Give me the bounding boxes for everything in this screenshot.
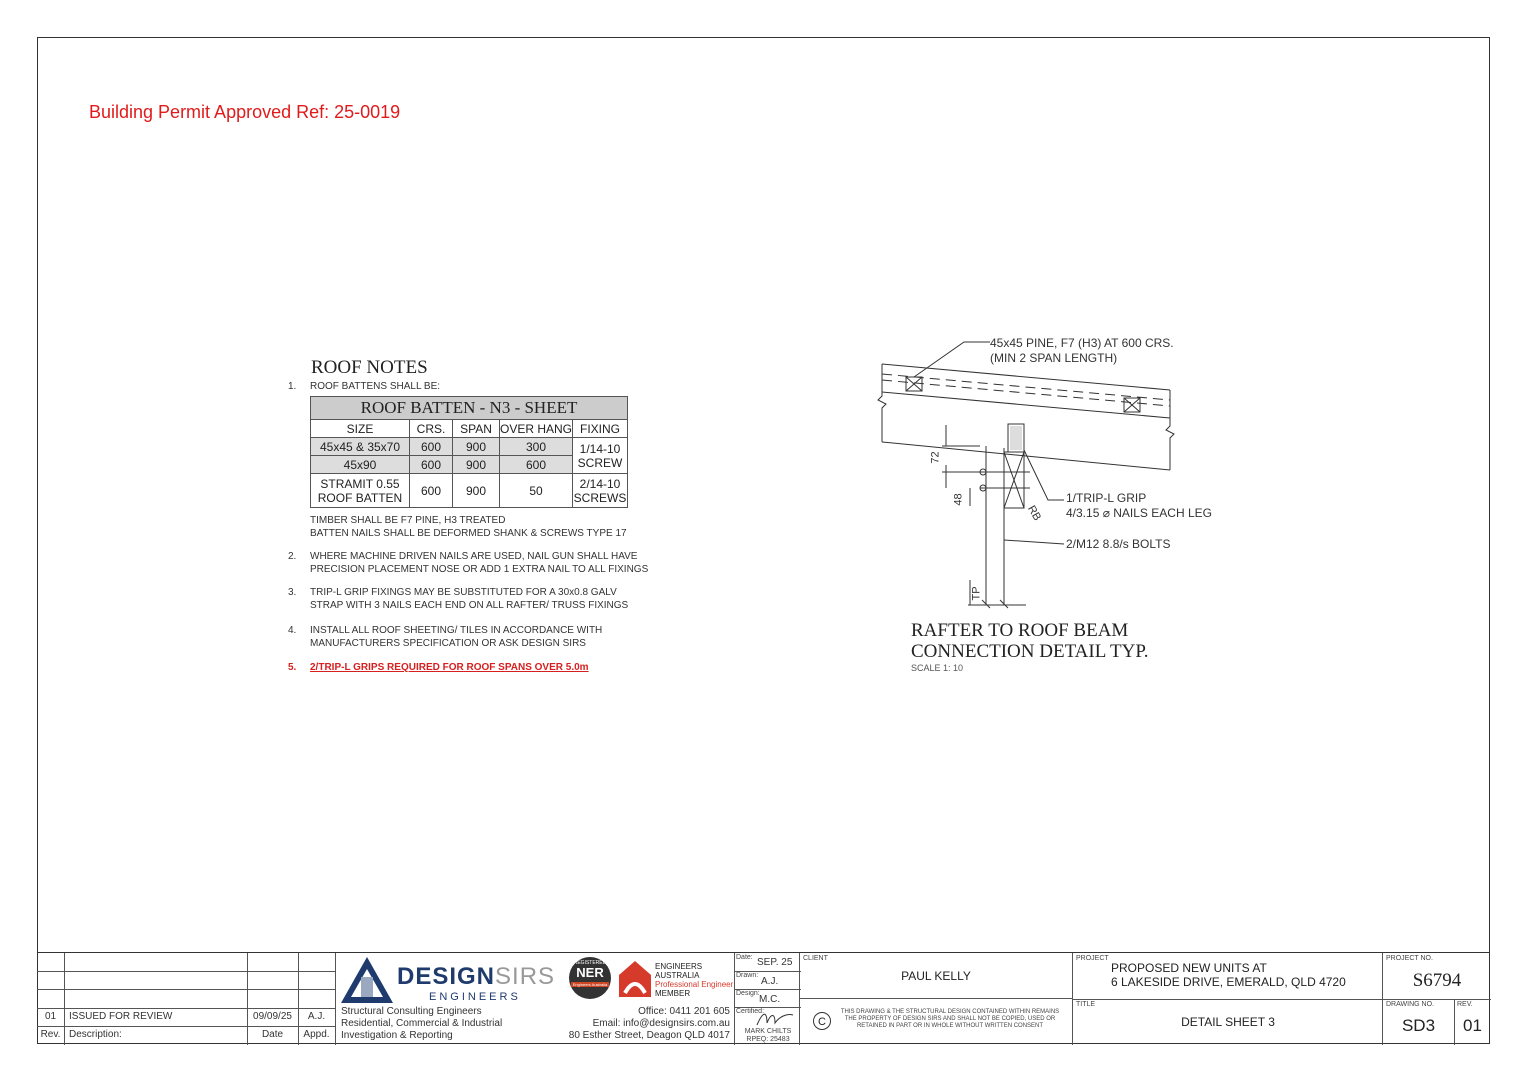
contact-email: Email: info@designsirs.com.au [592, 1018, 730, 1029]
table-cell: 45x90 [311, 456, 410, 474]
note-line: MANUFACTURERS SPECIFICATION OR ASK DESIGN SIRS [310, 638, 586, 649]
company-name [397, 963, 555, 991]
right-break-line [1166, 390, 1174, 470]
revision-table [37, 953, 335, 1045]
client-label: CLIENT [803, 955, 828, 962]
roof-batten-table [310, 396, 628, 508]
batten-leader [914, 342, 990, 377]
note-5-number: 5. [288, 662, 297, 673]
callout-bolts: 2/M12 8.8/s BOLTS [1066, 537, 1171, 551]
description-header: Description: [69, 1029, 122, 1040]
note-3-number: 3. [288, 587, 297, 598]
date-header: Date [261, 1029, 284, 1040]
appd-header: Appd. [303, 1029, 330, 1040]
note-1 [288, 380, 441, 393]
table-cell: 900 [453, 474, 500, 508]
drawing-border [37, 37, 1490, 1044]
table-cell: 45x45 & 35x70 [311, 438, 410, 456]
connection-detail-drawing [870, 330, 1200, 620]
table-cell: 900 [453, 438, 500, 456]
detail-title-line: RAFTER TO ROOF BEAM [911, 620, 1129, 641]
fixing-line: SCREWS [573, 490, 627, 505]
ea-line: ENGINEERS [655, 962, 703, 971]
certifier-rpeq: RPEQ: 25483 [746, 1036, 790, 1043]
contact-address: 80 Esther Street, Deagon QLD 4017 [568, 1030, 730, 1041]
table-cell: 600 [410, 456, 453, 474]
table-cell: 900 [453, 456, 500, 474]
company-name-light: SIRS [495, 963, 556, 990]
ner-sub: Engineers Australia [572, 982, 608, 987]
dimension-72: 72 [929, 451, 942, 464]
table-cell-fixing-shared [573, 438, 628, 474]
detail-title-line: CONNECTION DETAIL TYP. [911, 641, 1149, 662]
engineers-australia-icon [615, 957, 655, 999]
copyright-line: RETAINED IN PART OR IN WHOLE WITHOUT WRITTEN CONSENT [856, 1023, 1044, 1029]
contact-office: Office: 0411 201 605 [638, 1006, 730, 1017]
fixing-line: 2/14-10 [579, 476, 621, 491]
note-3 [288, 586, 629, 612]
project-box [1072, 953, 1382, 1045]
rev-label: REV. [1457, 1001, 1473, 1008]
callout-line: 45x45 PINE, F7 (H3) AT 600 CRS. [990, 336, 1174, 350]
dimension-48: 48 [952, 493, 965, 506]
note-4 [288, 624, 603, 650]
col-size: SIZE [311, 420, 410, 438]
numbers-box [1382, 953, 1490, 1045]
col-span: SPAN [453, 420, 500, 438]
note-line: INSTALL ALL ROOF SHEETING/ TILES IN ACCORDANCE WITH [310, 625, 603, 636]
size-line: ROOF BATTEN [317, 490, 403, 505]
copyright-icon: C [813, 1012, 831, 1030]
note-5-text: 2/TRIP-L GRIPS REQUIRED FOR ROOF SPANS OVER 5.0m [310, 662, 589, 673]
bolt-leader [1004, 540, 1064, 544]
service-line: Structural Consulting Engineers [341, 1006, 482, 1017]
rev-number: 01 [44, 1011, 57, 1022]
service-line: Residential, Commercial & Industrial [341, 1018, 503, 1029]
size-line: STRAMIT 0.55 [320, 476, 400, 491]
col-overhang: OVER HANG [500, 421, 573, 436]
certifier [735, 1028, 801, 1044]
rev-description: ISSUED FOR REVIEW [69, 1011, 173, 1022]
roof-notes-title: ROOF NOTES [311, 357, 428, 378]
company-name-bold: DESIGN [397, 963, 496, 990]
rev-appd: A.J. [307, 1011, 326, 1022]
client-box [800, 953, 1072, 999]
table-cell: 300 [500, 438, 573, 456]
design-value: M.C. [759, 994, 781, 1005]
drawn-value: A.J. [761, 976, 779, 987]
note-line: TRIP-L GRIP FIXINGS MAY BE SUBSTITUTED FOR A 30x0.8 GALV [310, 587, 617, 598]
sheet-title: DETAIL SHEET 3 [1181, 1015, 1275, 1029]
date-value: SEP. 25 [757, 957, 793, 968]
ea-line: Professional Engineer [655, 980, 734, 989]
callout-line: 4/3.15 ⌀ NAILS EACH LEG [1066, 506, 1212, 520]
drawn-label: Drawn: [736, 972, 759, 979]
ea-line: MEMBER [655, 989, 691, 998]
ner-text: NER [576, 965, 604, 980]
ner-top: REGISTERED [573, 960, 607, 966]
note-4-number: 4. [288, 625, 297, 636]
company-services [341, 1006, 502, 1042]
table-cell [311, 474, 410, 508]
copyright-text [834, 1009, 1066, 1030]
fixing-line: 1/14-10 [579, 441, 621, 456]
project-line: PROPOSED NEW UNITS AT [1111, 961, 1267, 975]
rev-header: Rev. [40, 1029, 61, 1040]
date-label: Date: [736, 954, 753, 961]
designsirs-logo-icon [339, 955, 395, 1005]
project-label: PROJECT [1076, 955, 1109, 962]
batten-centre-dashed [882, 380, 1170, 406]
detail-title [911, 620, 1149, 662]
company-sub: ENGINEERS [429, 991, 521, 1003]
drawing-no-value: SD3 [1401, 1016, 1436, 1035]
note-1-text: ROOF BATTENS SHALL BE: [310, 381, 441, 392]
label-tp: TP [970, 586, 983, 601]
title-block [37, 952, 1490, 1044]
ea-member-text [655, 962, 733, 998]
callout-batten [990, 336, 1174, 366]
table-cell: 600 [410, 474, 453, 508]
project-no-label: PROJECT NO. [1386, 955, 1433, 962]
dates-column [734, 953, 800, 1045]
ner-badge-icon [569, 957, 611, 999]
note-2 [288, 550, 649, 576]
rafter-bottom-line [882, 442, 1170, 470]
project-name [1111, 961, 1346, 989]
ea-line: AUSTRALIA [655, 971, 700, 980]
callout-grip [1066, 491, 1212, 521]
rev-value: 01 [1463, 1016, 1482, 1035]
project-no-value: S6794 [1412, 970, 1462, 991]
table-cell: 600 [410, 438, 453, 456]
note-5 [288, 661, 589, 674]
design-label: Design: [736, 990, 760, 997]
note-line: WHERE MACHINE DRIVEN NAILS ARE USED, NAIL GUN SHALL HAVE [310, 551, 638, 562]
client-value: PAUL KELLY [901, 969, 971, 983]
signature-icon [753, 1009, 797, 1029]
rev-date: 09/09/25 [253, 1011, 292, 1022]
batten-top-line [882, 364, 1170, 390]
fixing-line: SCREW [577, 455, 623, 470]
permit-stamp: Building Permit Approved Ref: 25-0019 [89, 102, 401, 122]
note-line: PRECISION PLACEMENT NOSE OR ADD 1 EXTRA NAIL TO ALL FIXINGS [310, 564, 649, 575]
certifier-name: MARK CHILTS [744, 1028, 792, 1035]
callout-line: 1/TRIP-L GRIP [1066, 491, 1147, 505]
copyright-box [800, 999, 1072, 1045]
table-title: ROOF BATTEN - N3 - SHEET [311, 397, 628, 420]
note-2-number: 2. [288, 551, 297, 562]
copyright-line: THIS DRAWING & THE STRUCTURAL DESIGN CONTAINED WITHIN REMAINS [840, 1009, 1060, 1015]
company-contact [557, 1006, 730, 1042]
note-line: STRAP WITH 3 NAILS EACH END ON ALL RAFTER/ TRUSS FIXINGS [310, 600, 629, 611]
table-cell [573, 474, 628, 508]
note-line: BATTEN NAILS SHALL BE DEFORMED SHANK & SCREWS TYPE 17 [310, 528, 627, 539]
table-cell: 50 [500, 474, 573, 508]
col-fixing: FIXING [573, 420, 628, 438]
drawing-no-label: DRAWING NO. [1386, 1001, 1434, 1008]
left-break-line [878, 364, 886, 442]
certified-label: Certified: [736, 1008, 765, 1015]
project-line: 6 LAKESIDE DRIVE, EMERALD, QLD 4720 [1111, 975, 1346, 989]
detail-scale: SCALE 1: 10 [911, 663, 964, 673]
title-label: TITLE [1076, 1001, 1096, 1008]
note-line: TIMBER SHALL BE F7 PINE, H3 TREATED [310, 515, 506, 526]
callout-line: (MIN 2 SPAN LENGTH) [990, 351, 1118, 365]
note-1-number: 1. [288, 381, 297, 392]
service-line: Investigation & Reporting [341, 1030, 453, 1041]
table-cell: 600 [500, 456, 573, 474]
label-rb: RB [1025, 503, 1044, 523]
copyright-line: THE PROPERTY OF DESIGN SIRS AND SHALL NOT BE COPIED, USED OR [844, 1016, 1056, 1022]
note-1-extra [310, 514, 627, 540]
col-crs: CRS. [410, 420, 453, 438]
